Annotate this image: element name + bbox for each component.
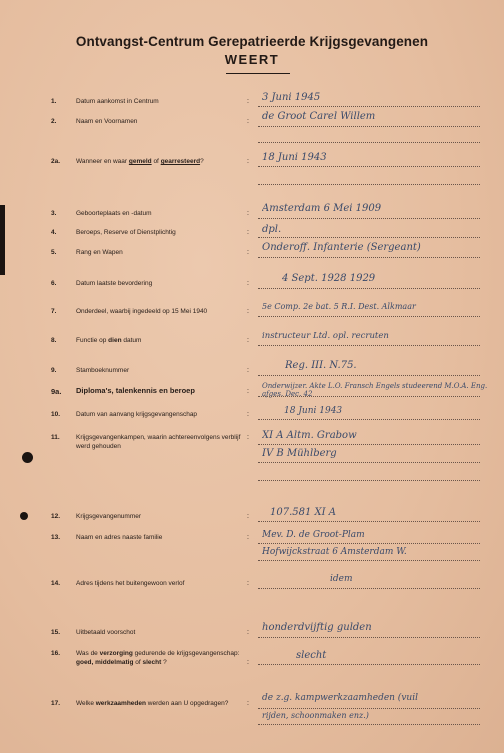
separator-colon: : — [247, 434, 249, 441]
entry-line — [258, 419, 480, 420]
handwritten-value: dpl. — [262, 224, 282, 235]
left-edge-binding-mark — [0, 205, 5, 275]
handwritten-value: honderdvijftig gulden — [262, 622, 372, 633]
row-label: Naam en adres naaste familie — [76, 534, 163, 541]
separator-colon: : — [247, 411, 249, 418]
row-number: 2a. — [51, 158, 61, 165]
separator-colon: : — [247, 158, 249, 165]
row-number: 5. — [51, 249, 57, 256]
subtitle-underline — [226, 73, 290, 74]
entry-line — [258, 126, 480, 127]
row-label: Datum laatste bevordering — [76, 280, 153, 287]
entry-line — [258, 664, 480, 665]
row-label: Rang en Wapen — [76, 249, 123, 256]
row-number: 1. — [51, 98, 57, 105]
row-number: 9a. — [51, 387, 62, 396]
entry-line — [258, 316, 480, 317]
handwritten-value: 18 Juni 1943 — [262, 152, 327, 163]
entry-line — [258, 560, 480, 561]
handwritten-value: Mev. D. de Groot-Plam — [262, 530, 365, 540]
entry-line — [258, 345, 480, 346]
entry-line — [258, 543, 480, 544]
entry-line — [258, 521, 480, 522]
separator-colon: : — [247, 280, 249, 287]
entry-line — [258, 237, 480, 238]
entry-line — [258, 288, 480, 289]
handwritten-value: slecht — [296, 650, 327, 661]
row-label: Datum van aanvang krijgsgevangenschap — [76, 411, 198, 418]
separator-colon: : — [247, 337, 249, 344]
entry-line — [258, 444, 480, 445]
separator-colon: : — [247, 98, 249, 105]
row-label: Naam en Voornamen — [76, 118, 138, 125]
entry-line — [258, 106, 480, 107]
separator-colon: : — [247, 210, 249, 217]
entry-line — [258, 396, 480, 397]
separator-colon: : — [247, 580, 249, 587]
separator-colon: : — [247, 700, 249, 707]
separator-colon: : — [247, 629, 249, 636]
row-number: 16. — [51, 650, 61, 657]
row-number: 17. — [51, 700, 61, 707]
handwritten-value: Amsterdam 6 Mei 1909 — [262, 203, 382, 214]
row-number: 14. — [51, 580, 61, 587]
handwritten-value: Reg. III. N.75. — [285, 360, 357, 371]
handwritten-value: 5e Comp. 2e bat. 5 R.I. Dest. Alkmaar — [262, 302, 416, 311]
entry-line — [258, 480, 480, 481]
handwritten-value: IV B Mühlberg — [262, 448, 337, 459]
entry-line — [258, 142, 480, 143]
row-number: 6. — [51, 280, 57, 287]
row-label: Adres tijdens het buitengewoon verlof — [76, 580, 185, 587]
row-number: 7. — [51, 308, 57, 315]
row-label: Wanneer en waar gemeld of gearresteerd? — [76, 158, 204, 165]
row-label: Was de verzorging gedurende de krijgsgevangenschap: goed, middelmatig of slecht ? — [76, 650, 240, 666]
handwritten-value: instructeur Ltd. opl. recruten — [262, 331, 389, 341]
handwritten-value: XI A Altm. Grabow — [262, 430, 357, 441]
entry-line — [258, 184, 480, 185]
separator-colon: : — [247, 659, 249, 666]
separator-colon: : — [247, 249, 249, 256]
entry-line — [258, 588, 480, 589]
form-title: Ontvangst-Centrum Gerepatrieerde Krijgsgevangenen — [75, 34, 429, 49]
row-number: 11. — [51, 434, 60, 441]
row-label: Uitbetaald voorschot — [76, 629, 136, 636]
entry-line — [258, 375, 480, 376]
entry-line — [258, 257, 480, 258]
row-number: 8. — [51, 337, 57, 344]
row-number: 9. — [51, 367, 57, 374]
row-number: 13. — [51, 534, 61, 541]
handwritten-value: idem — [330, 574, 353, 584]
entry-line — [258, 166, 480, 167]
handwritten-value: Onderoff. Infanterie (Sergeant) — [262, 242, 421, 253]
row-label: Beroeps, Reserve of Dienstplichtig — [76, 229, 176, 236]
separator-colon: : — [247, 118, 249, 125]
handwritten-value: 107.581 XI A — [270, 507, 337, 518]
handwritten-value: rijden, schoonmaken enz.) — [262, 711, 369, 720]
separator-colon: : — [247, 513, 249, 520]
row-label: Datum aankomst in Centrum — [76, 98, 159, 105]
form-subtitle: WEERT — [224, 52, 280, 67]
handwritten-value: de Groot Carel Willem — [262, 111, 376, 122]
separator-colon: : — [247, 308, 249, 315]
separator-colon: : — [247, 367, 249, 374]
handwritten-value: 3 Juni 1945 — [262, 92, 321, 103]
separator-colon: : — [247, 388, 249, 395]
entry-line — [258, 462, 480, 463]
separator-colon: : — [247, 534, 249, 541]
row-number: 3. — [51, 210, 57, 217]
row-label: Onderdeel, waarbij ingedeeld op 15 Mei 1940 — [76, 308, 208, 315]
row-label: Diploma's, talenkennis en beroep — [76, 386, 195, 395]
row-label: Krijgsgevangenummer — [76, 513, 142, 520]
handwritten-value: Hofwijckstraat 6 Amsterdam W. — [262, 547, 407, 557]
row-number: 2. — [51, 118, 57, 125]
punch-hole — [22, 452, 33, 463]
entry-line — [258, 218, 480, 219]
row-label: Welke werkzaamheden werden aan U opgedragen? — [76, 700, 229, 707]
entry-line — [258, 724, 480, 725]
row-number: 15. — [51, 629, 61, 636]
separator-colon: : — [247, 229, 249, 236]
row-label: Stamboeknummer — [76, 367, 130, 374]
entry-line — [258, 708, 480, 709]
row-number: 12. — [51, 513, 61, 520]
handwritten-value: 4 Sept. 1928 1929 — [282, 273, 376, 284]
handwritten-value: Onderwijzer. Akte L.O. Fransch Engels studeerend M.O.A. Eng. afges. Dec. 42 — [262, 382, 488, 398]
row-label: Krijgsgevangenkampen, waarin achtereenvolgens verblijf werd gehouden — [76, 434, 241, 450]
handwritten-value: de z.g. kampwerkzaamheden (vuil — [262, 693, 418, 703]
punch-hole — [20, 512, 28, 520]
row-number: 10. — [51, 411, 61, 418]
row-label: Geboorteplaats en -datum — [76, 210, 152, 217]
row-label: Functie op dien datum — [76, 337, 142, 344]
handwritten-value: 18 Juni 1943 — [284, 406, 343, 416]
entry-line — [258, 637, 480, 638]
row-number: 4. — [51, 229, 57, 236]
